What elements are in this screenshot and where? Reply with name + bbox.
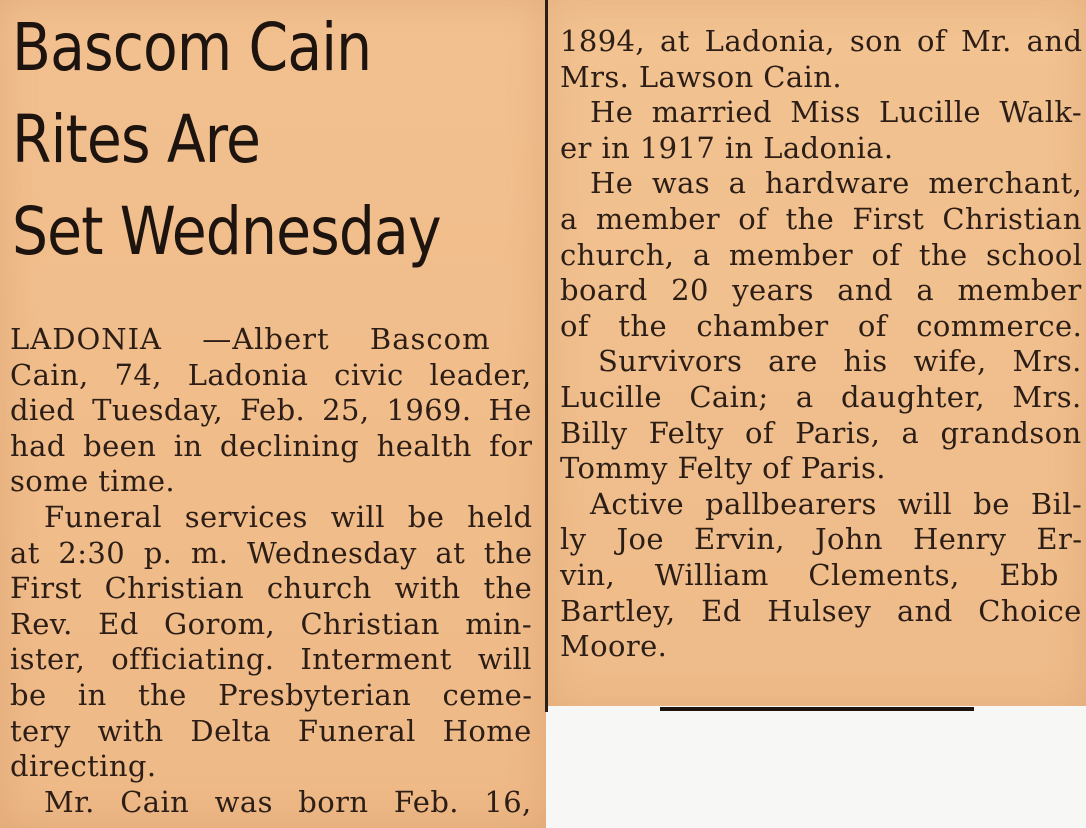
article-column-right xyxy=(560,24,1082,665)
scan-background xyxy=(546,706,1086,828)
column-line: vin, William Clements, Ebb xyxy=(560,557,1059,592)
column-line: Mrs. Lawson Cain. xyxy=(560,59,842,94)
column-line: tery with Delta Funeral Home xyxy=(10,713,532,748)
column-line: First Christian church with the xyxy=(10,571,533,606)
column-rule xyxy=(545,0,548,712)
column-line: had been in declining health for xyxy=(10,428,533,463)
column-line: He was a hardware merchant, xyxy=(590,166,1083,201)
column-line: directing. xyxy=(10,749,157,784)
column-line: board 20 years and a member xyxy=(560,273,1082,308)
column-line: Billy Felty of Paris, a grandson xyxy=(560,415,1082,450)
column-line: Mr. Cain was born Feb. 16, xyxy=(44,784,532,819)
column-line: Lucille Cain; a daughter, Mrs. xyxy=(560,379,1082,414)
column-line xyxy=(10,322,532,358)
column-line: Rev. Ed Gorom, Christian min- xyxy=(10,606,533,641)
column-line: er in 1917 in Ladonia. xyxy=(560,130,894,165)
headline-line-1: Bascom Cain xyxy=(12,9,372,86)
column-line: Bartley, Ed Hulsey and Choice xyxy=(560,593,1082,628)
column-line: died Tuesday, Feb. 25, 1969. He xyxy=(10,393,532,428)
column-line: Tommy Felty of Paris. xyxy=(560,451,886,486)
column-line: some time. xyxy=(10,464,176,499)
column-line: ister, officiating. Interment will xyxy=(10,642,532,677)
column-line: Active pallbearers will be Bil- xyxy=(590,486,1083,521)
column-line: Survivors are his wife, Mrs. xyxy=(598,344,1082,379)
column-line-text: LADONIA —Albert Bascom xyxy=(10,322,491,356)
column-line: be in the Presbyterian ceme- xyxy=(10,677,533,712)
column-line: church, a member of the school xyxy=(560,237,1083,272)
column-line: Moore. xyxy=(560,629,668,664)
column-line: a member of the First Christian xyxy=(560,201,1082,236)
column-line: ly Joe Ervin, John Henry Er- xyxy=(560,522,1083,557)
column-line: at 2:30 p. m. Wednesday at the xyxy=(10,535,533,570)
column-line: 1894, at Ladonia, son of Mr. and xyxy=(560,24,1083,58)
article-headline xyxy=(12,2,466,278)
article-column-left xyxy=(10,322,532,820)
column-line: He married Miss Lucille Walk- xyxy=(590,95,1083,130)
column-line: Cain, 74, Ladonia civic leader, xyxy=(10,357,532,392)
article-end-rule xyxy=(660,707,974,711)
headline-line-2: Rites Are xyxy=(12,101,261,178)
column-line: of the chamber of commerce. xyxy=(560,308,1083,343)
headline-line-3: Set Wednesday xyxy=(12,193,441,270)
column-line: Funeral services will be held xyxy=(44,499,533,534)
